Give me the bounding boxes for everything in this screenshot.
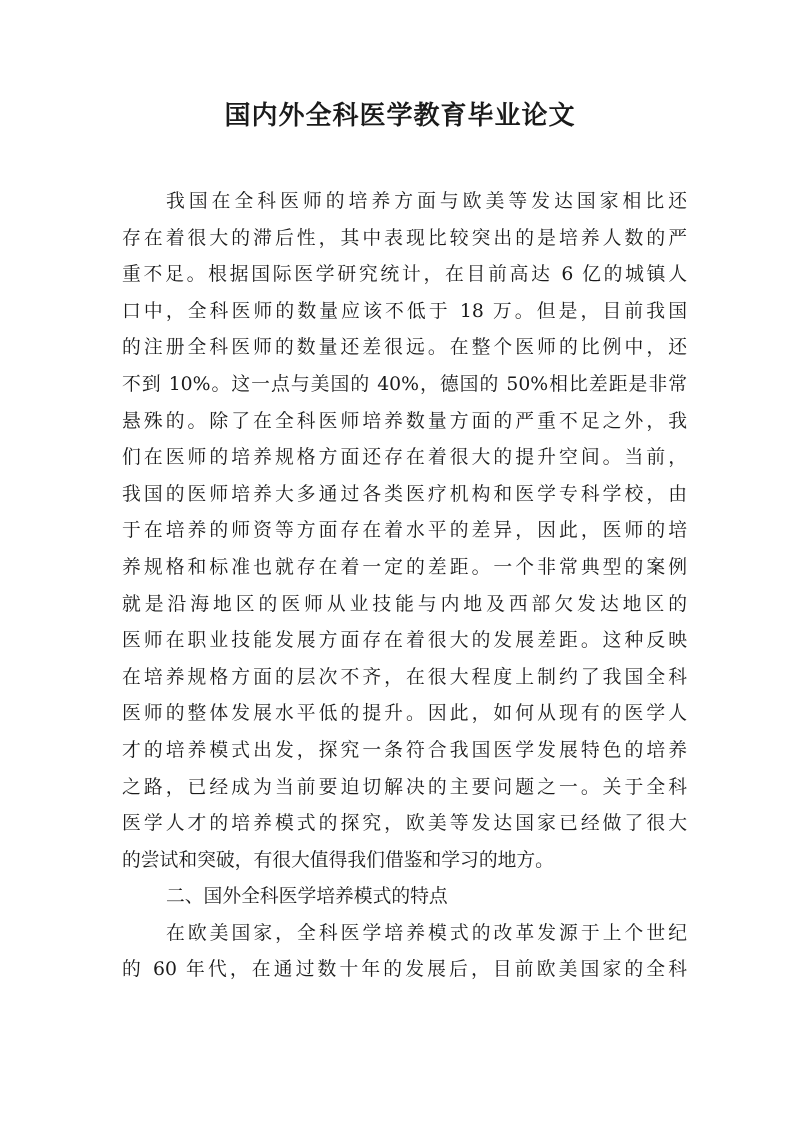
text-line: 于在培养的师资等方面存在着水平的差异，因此，医师的培: [122, 520, 687, 542]
text-line: 就是沿海地区的医师从业技能与内地及西部欠发达地区的: [122, 593, 687, 615]
text-line: 之路，已经成为当前要迫切解决的主要问题之一。关于全科: [122, 776, 687, 798]
text-line: 们在医师的培养规格方面还存在着很大的提升空间。当前，: [122, 447, 687, 469]
text-line: 我国的医师培养大多通过各类医疗机构和医学专科学校，由: [122, 483, 687, 505]
text-line: 养规格和标准也就存在着一定的差距。一个非常典型的案例: [122, 556, 687, 578]
text-line: 的尝试和突破，有很大值得我们借鉴和学习的地方。: [122, 849, 554, 871]
text-line: 口中，全科医师的数量应该不低于 18 万。但是，目前我国: [122, 300, 687, 322]
section-heading: 二、国外全科医学培养模式的特点: [166, 886, 448, 908]
text-line: 才的培养模式出发，探究一条符合我国医学发展特色的培养: [122, 739, 687, 761]
text-line: 重不足。根据国际医学研究统计，在目前高达 6 亿的城镇人: [122, 264, 687, 286]
text-line: 悬殊的。除了在全科医师培养数量方面的严重不足之外，我: [122, 410, 687, 432]
text-line: 的注册全科医师的数量还差很远。在整个医师的比例中，还: [122, 337, 687, 359]
text-line: 的 60 年代，在通过数十年的发展后，目前欧美国家的全科: [122, 959, 687, 981]
document-body: [122, 184, 687, 989]
text-line: 医师的整体发展水平低的提升。因此，如何从现有的医学人: [122, 703, 687, 725]
text-line: 我国在全科医师的培养方面与欧美等发达国家相比还: [166, 191, 687, 212]
text-line: 在培养规格方面的层次不齐，在很大程度上制约了我国全科: [122, 666, 687, 688]
text-line: 医师在职业技能发展方面存在着很大的发展差距。这种反映: [122, 630, 687, 652]
text-line: 医学人才的培养模式的探究，欧美等发达国家已经做了很大: [122, 813, 687, 835]
text-line: 在欧美国家，全科医学培养模式的改革发源于上个世纪: [166, 922, 687, 944]
text-line: 不到 10%。这一点与美国的 40%，德国的 50%相比差距是非常: [122, 373, 687, 395]
text-line: 存在着很大的滞后性，其中表现比较突出的是培养人数的严: [122, 227, 687, 249]
document-title: 国内外全科医学教育毕业论文: [224, 101, 576, 131]
